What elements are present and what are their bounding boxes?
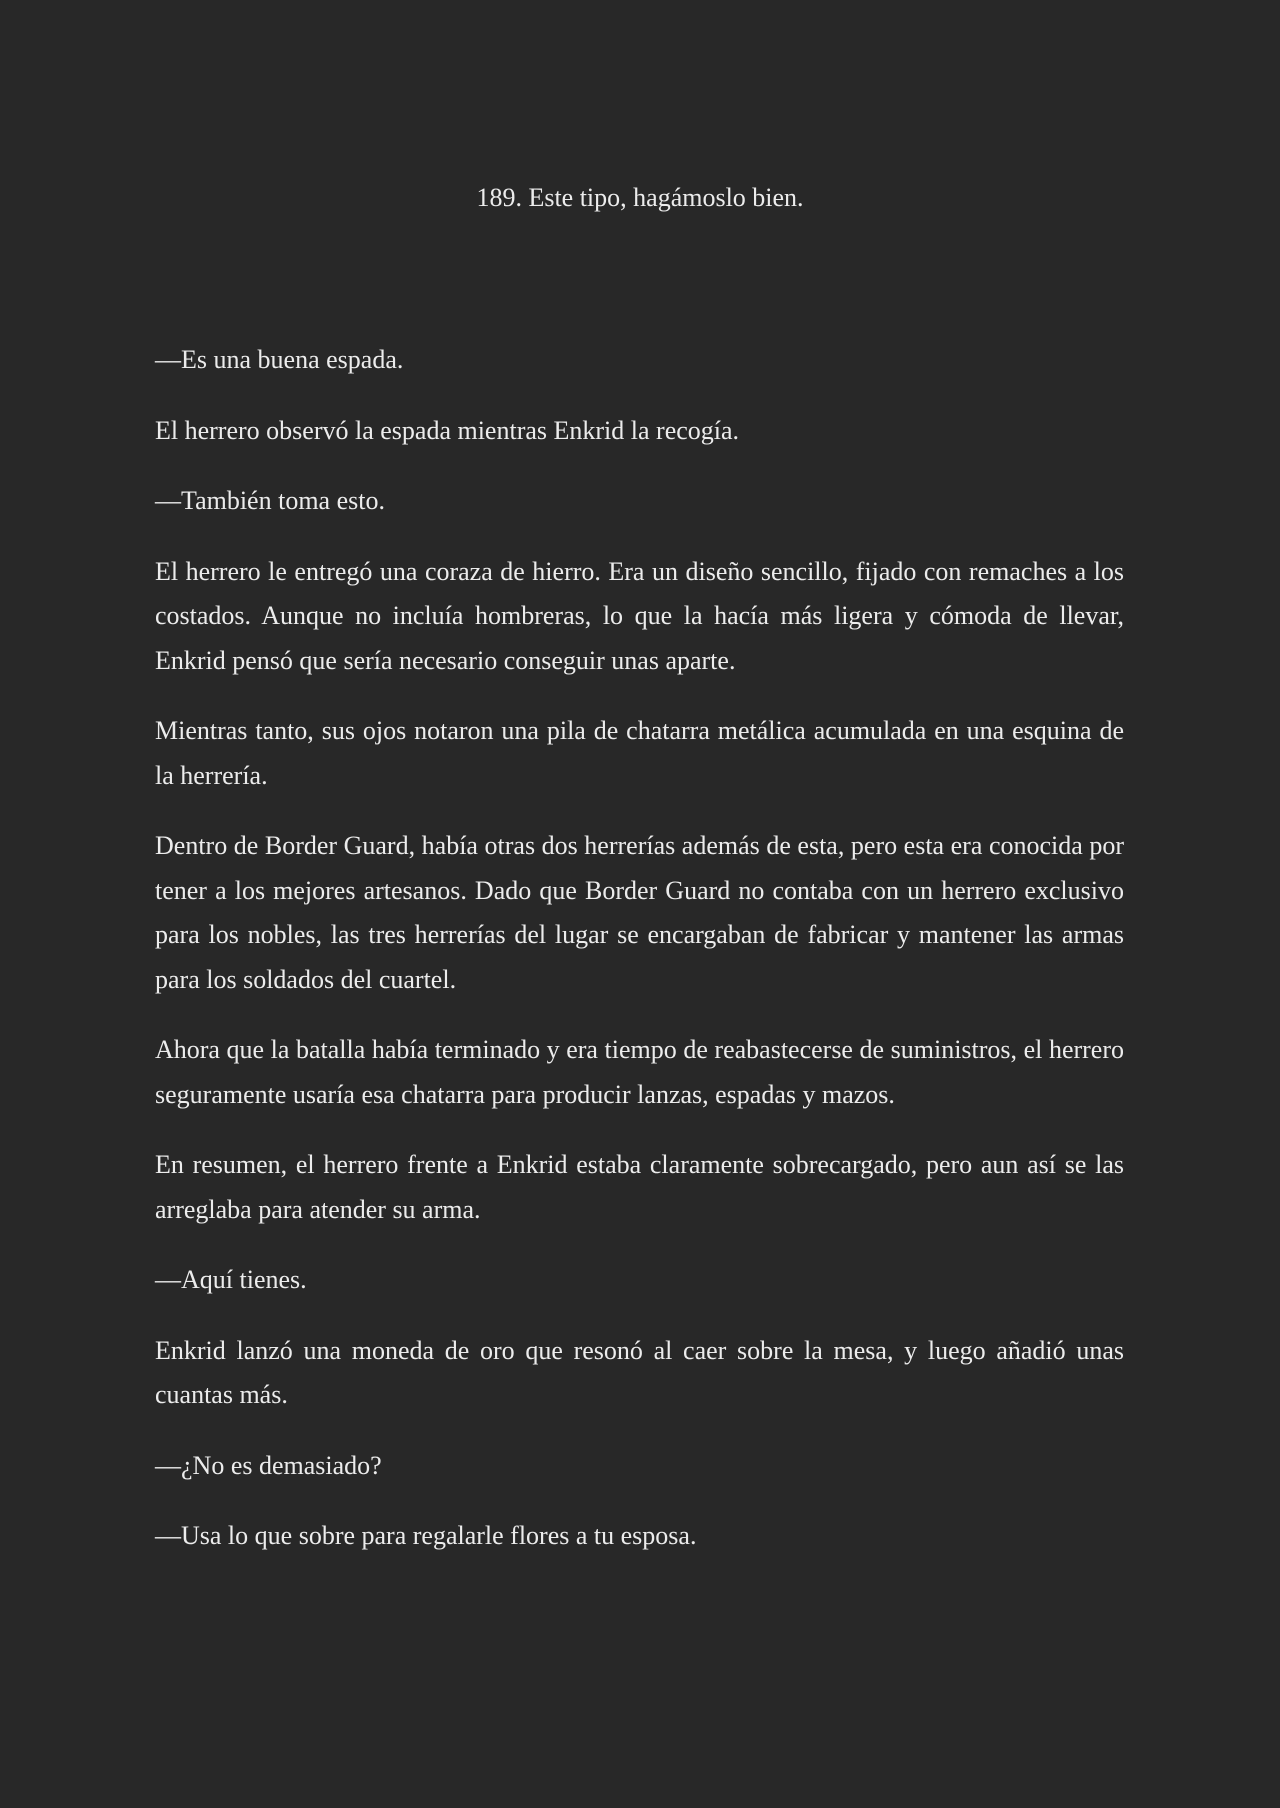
paragraph: Enkrid lanzó una moneda de oro que resonó al caer sobre la mesa, y luego añadió unas cuantas más. <box>155 1335 1124 1409</box>
chapter-body <box>155 338 1124 1585</box>
paragraph: —¿No es demasiado? <box>155 1450 382 1480</box>
paragraph: —Aquí tienes. <box>155 1265 307 1294</box>
paragraph: El herrero le entregó una coraza de hierro. Era un diseño sencillo, fijado con remaches a los costados. Aunque no incluía hombreras, lo que la hacía más ligera y cómoda de llevar, Enkrid pensó que sería necesario conseguir unas aparte. <box>155 556 1124 675</box>
paragraph: En resumen, el herrero frente a Enkrid estaba claramente sobrecargado, pero aun así se las arreglaba para atender su arma. <box>155 1150 1124 1224</box>
paragraph: Dentro de Border Guard, había otras dos herrerías además de esta, pero esta era conocida por tener a los mejores artesanos. Dado que Border Guard no contaba con un herrero exclusivo para los nobles, las tres herrerías del lugar se encargaban de fabricar y mantener las armas para los soldados del cuartel. <box>155 831 1124 994</box>
paragraph: —Es una buena espada. <box>155 345 404 374</box>
paragraph: El herrero observó la espada mientras Enkrid la recogía. <box>155 415 740 445</box>
paragraph: —Usa lo que sobre para regalarle flores a tu esposa. <box>155 1521 697 1550</box>
paragraph: Mientras tanto, sus ojos notaron una pila de chatarra metálica acumulada en una esquina de la herrería. <box>155 716 1124 790</box>
paragraph: —También toma esto. <box>155 486 385 515</box>
paragraph: Ahora que la batalla había terminado y era tiempo de reabastecerse de suministros, el herrero seguramente usaría esa chatarra para producir lanzas, espadas y mazos. <box>155 1035 1124 1109</box>
chapter-title: 189. Este tipo, hagámoslo bien. <box>476 183 804 212</box>
